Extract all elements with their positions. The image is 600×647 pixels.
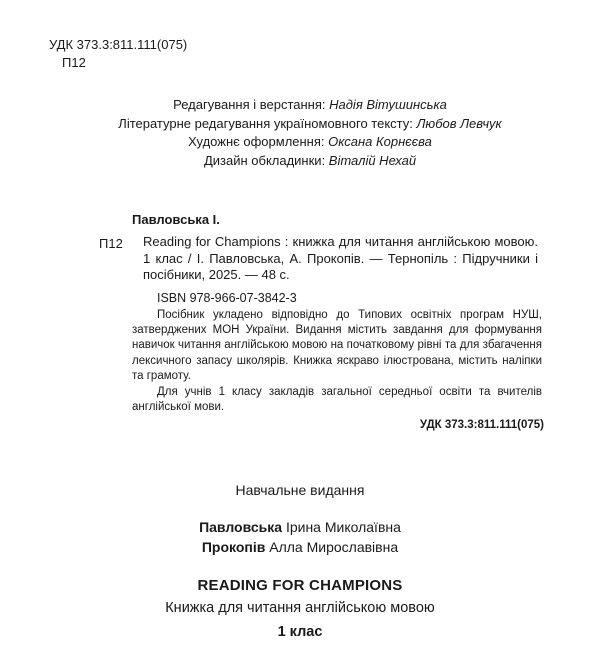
catalog-code: П12 xyxy=(99,236,123,251)
udk-top: УДК 373.3:811.111(075) xyxy=(49,37,188,52)
credit-line xyxy=(90,133,530,152)
catalog-author: Павловська І. xyxy=(132,212,220,227)
isbn: ISBN 978-966-07-3842-3 xyxy=(157,291,297,305)
annotation xyxy=(132,308,542,415)
author-line-1 xyxy=(0,519,600,535)
author-surname: Павловська xyxy=(199,519,283,535)
book-title: READING FOR CHAMPIONS xyxy=(197,577,403,594)
author-given-names: Алла Мирославівна xyxy=(265,539,399,555)
author-line-2 xyxy=(0,539,600,555)
annotation-paragraph: Для учнів 1 класу закладів загальної середньої освіти та вчителів англійської мови. xyxy=(132,386,542,414)
credit-role: Художнє оформлення: xyxy=(188,134,329,149)
credits-block xyxy=(90,96,530,170)
catalog-title-block xyxy=(143,234,538,284)
credit-line xyxy=(90,115,530,134)
catalog-title: Reading for Champions : книжка для читання англійською мовою. 1 клас / І. Павловська, А. Прокопів. — Тернопіль : Підручники і посібники, 2025. — 48 с. xyxy=(143,234,538,282)
credit-person: Надія Вітушинська xyxy=(329,97,447,112)
credit-role: Редагування і верстання: xyxy=(173,97,330,112)
credit-role: Літературне редагування україномовного тексту: xyxy=(118,115,417,131)
author-surname: Прокопів xyxy=(201,539,266,555)
udk-bottom: УДК 373.3:811.111(075) xyxy=(419,419,544,431)
code-top: П12 xyxy=(62,55,86,70)
credit-person: Оксана Корнєєва xyxy=(328,134,432,149)
credit-role: Дизайн обкладинки: xyxy=(203,152,329,168)
credit-person: Любов Левчук xyxy=(416,115,502,131)
author-given-names: Ірина Миколаївна xyxy=(282,519,401,535)
credit-person: Віталій Нехай xyxy=(328,152,417,168)
edition-type: Навчальне видання xyxy=(235,482,365,498)
grade: 1 клас xyxy=(277,624,323,640)
annotation-paragraph: Посібник укладено відповідно до Типових освітніх програм НУШ, затверджених МОН України. Видання містить завдання для формування навичок читання англійською мовою на початковому рівні та для збагачення лексичного запасу школярів. Книжка яскраво ілюстрована, містить наліпки та грамоту. xyxy=(132,309,542,382)
credit-line xyxy=(90,96,530,115)
credit-line xyxy=(90,152,530,171)
book-subtitle: Книжка для читання англійською мовою xyxy=(165,600,435,616)
